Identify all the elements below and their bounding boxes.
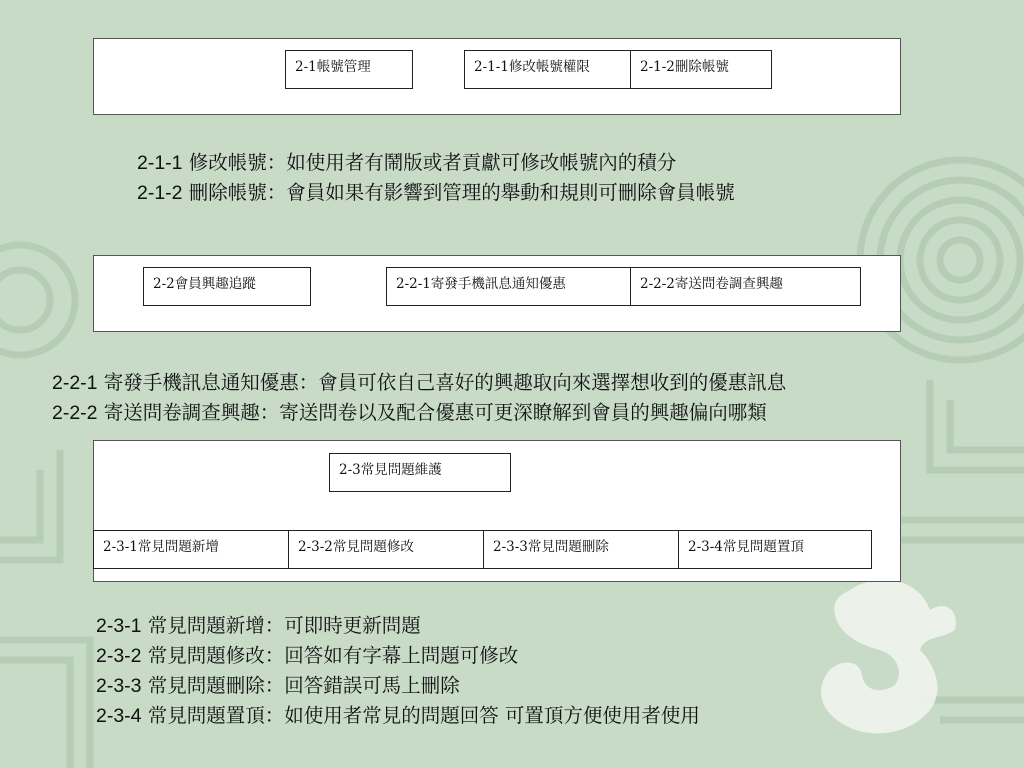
modify-account-permission-box: 2-1-1修改帳號權限 xyxy=(464,50,631,89)
faq-maintenance-box: 2-3常見問題維護 xyxy=(329,453,511,492)
desc-2-3-2: 2-3-2 常見問題修改：回答如有字幕上問題可修改 xyxy=(96,644,519,667)
member-interest-tracking-box: 2-2會員興趣追蹤 xyxy=(143,267,311,306)
desc-2-2-2: 2-2-2 寄送問卷調查興趣：寄送問卷以及配合優惠可更深瞭解到會員的興趣偏向哪類 xyxy=(52,401,767,424)
desc-2-3-3: 2-3-3 常見問題刪除：回答錯誤可馬上刪除 xyxy=(96,674,460,697)
faq-modify-box: 2-3-2常見問題修改 xyxy=(288,530,484,569)
account-management-box: 2-1帳號管理 xyxy=(285,50,413,89)
section3-descriptions xyxy=(96,611,700,731)
send-questionnaire-box: 2-2-2寄送問卷調查興趣 xyxy=(630,267,861,306)
desc-2-3-4: 2-3-4 常見問題置頂：如使用者常見的問題回答 可置頂方便使用者使用 xyxy=(96,704,700,727)
desc-2-3-1: 2-3-1 常見問題新增：可即時更新問題 xyxy=(96,614,421,637)
send-sms-promotion-box: 2-2-1寄發手機訊息通知優惠 xyxy=(386,267,631,306)
desc-2-2-1: 2-2-1 寄發手機訊息通知優惠：會員可依自己喜好的興趣取向來選擇想收到的優惠訊息 xyxy=(52,371,787,394)
section2-descriptions xyxy=(52,368,786,428)
section1-descriptions xyxy=(137,148,735,208)
faq-add-box: 2-3-1常見問題新增 xyxy=(93,530,289,569)
desc-2-1-2: 2-1-2 刪除帳號：會員如果有影響到管理的舉動和規則可刪除會員帳號 xyxy=(137,181,735,204)
faq-delete-box: 2-3-3常見問題刪除 xyxy=(483,530,679,569)
faq-pin-box: 2-3-4常見問題置頂 xyxy=(678,530,872,569)
desc-2-1-1: 2-1-1 修改帳號：如使用者有鬧版或者貢獻可修改帳號內的積分 xyxy=(137,151,677,174)
delete-account-box: 2-1-2刪除帳號 xyxy=(630,50,772,89)
